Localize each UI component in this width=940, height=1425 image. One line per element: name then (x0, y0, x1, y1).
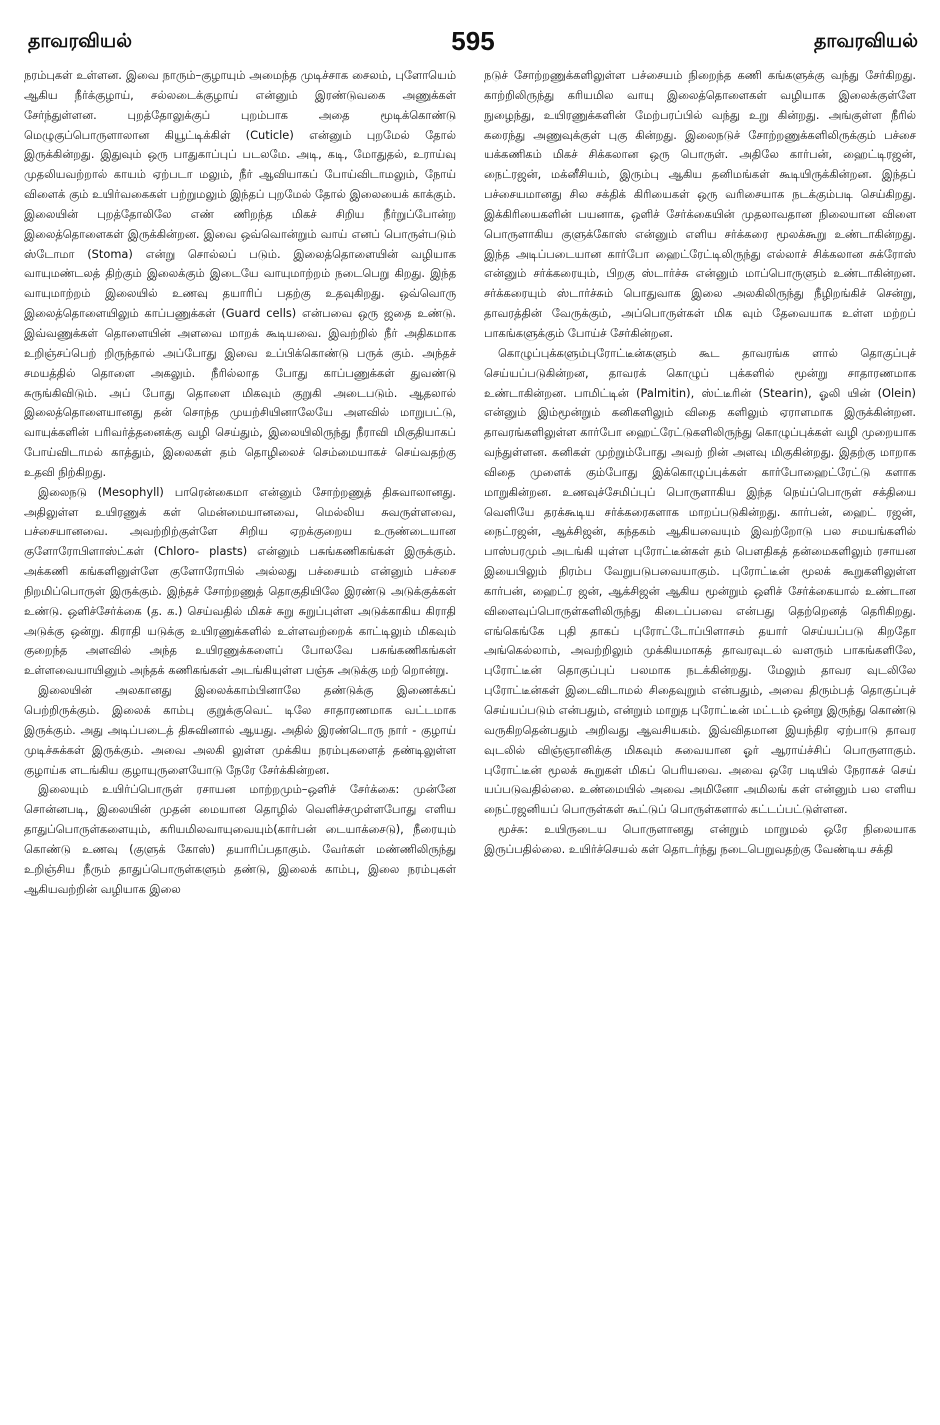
paragraph: இலைநடு (Mesophyll) பாரென்கைமா என்னும் சோற்றணுத் திசுவாலானது. அதிலுள்ள உயிரணுக் கள் மென்மையானவை, மெல்லிய சுவருள்ளவை, பச்சையானவை. அவற்றிற்குள்ளே சிறிய ஏறக்குறைய உருண்டையான குளோரோபிளாஸ்ட்கள் (Chloro- plasts) என்னும் பசுங்கணிகங்கள் இருக்கும். அக்கணி கங்களினுள்ளே குளோரோபில் அல்லது பச்சையம் என்னும் பச்சை நிறமிப்பொருள் இருக்கும். இந்தச் சோற்றணுத் தொகுதியிலே இரண்டு அடுக்குக்கள் உண்டு. ஒளிச்சேர்க்கை (த. க.) செய்வதில் மிகச் சுறு சுறுப்புள்ள அடுக்காகிய கிராதி அடுக்கு ஒன்று. கிராதி யடுக்கு உயிரணுக்களில் உள்ளவற்றைக் காட்டிலும் மிகவும் குறைந்த அளவில் அந்த உயிரணுக்களைப் போலவே பசுங்கணிகங்கள் உள்ளவையாயினும் அந்தக் கணிகங்கள் அடங்கியுள்ள பஞ்சு அடுக்கு மற் றொன்று. (24, 484, 456, 678)
paragraph: இலையும் உயிர்ப்பொருள் ரசாயன மாற்றமும்–ஒளிச் சேர்க்கை: முன்னே சொன்னபடி, இலையின் முதன் மையான தொழில் வெளிச்சமுள்ளபோது எளிய தாதுப்பொருள்களையும், கரியமிலவாயுவையும்(கார்பன் டையாக்சைடு), நீரையும் கொண்டு உணவு (குளுக் கோஸ்) தயாரிப்பதாகும். வேர்கள் மண்ணிலிருந்து உறிஞ்சிய நீரும் தாதுப்பொருள்களும் தண்டு, இலைக் காம்பு, இலை நரம்புகள் ஆகியவற்றின் வழியாக இலை (24, 782, 456, 896)
paragraph: கொழுப்புக்களும்புரோட்டீன்களும் கூட தாவரங்க ளால் தொகுப்புச் செய்யப்படுகின்றன, தாவரக் கொழுப் புக்களில் மூன்று சாதாரணமாக உண்டாகின்றன. பாமிட்டின் (Palmitin), ஸ்ட்டீரின் (Stearin), ஓலி யின் (Olein) என்னும் இம்மூன்றும் கனிகளிலும் விதை களிலும் ஏராளமாக இருக்கின்றன. தாவரங்களிலுள்ள கார்போ ஹைட்ரேட்டுகளிலிருந்து கொழுப்புக்கள் வழி முறையாக வந்துள்ளன. கனிகள் முற்றும்போது அவற் றின் அளவு மிகுகின்றது. இதற்கு மாறாக விதை முளைக் கும்போது இக்கொழுப்புக்கள் கார்போஹைட்ரேட்டு களாக மாறுகின்றன. உணவுச்சேமிப்புப் பொருளாகிய இந்த நெய்ப்பொருள் சக்தியை வெளியே தரக்கூடிய சர்க்கரைகளாக மாறப்படுகின்றது. கார்பன், ஹைட் ரஜன், நைட்ரஜன், ஆக்சிஜன், கந்தகம் ஆகியவையும் இவற்றோடு பல சமயங்களில் பாஸ்பரமும் அடங்கி யுள்ள புரோட்டீன்கள் தம் பௌதிகத் தன்மைகளிலும் ரசாயன இயைபிலும் நிரம்ப வேறுபடுபவையாகும். புரோட்டீன் மூலக் கூறுகளிலுள்ள கார்பன், ஹைட்ர ஜன், ஆக்சிஜன் ஆகிய மூன்றும் ஒளிச் சேர்க்கையால் உண்டான விளைவுப்பொருள்களிலிருந்து கிடைப்பவை என்பது தெற்றெனத் தெரிகிறது. எங்கெங்கே புதி தாகப் புரோட்டோப்பிளாசம் தயார் செய்யப்படு கிறதோ அங்கெல்லாம், அவற்றிலும் முக்கியமாகத் தாவரவுடல் வளரும் பாகங்களிலே, புரோட்டீன் தொகுப்புப் பலமாக நடக்கின்றது. மேலும் தாவர வுடலிலே புரோட்டீன்கள் இடைவிடாமல் சிதைவுறும் என்பதும், அவை திரும்பத் தொகுப்புச் செய்யப்படும் என்பதும், என்றும் மாறுத புரோட்டீன் மட்டம் ஒன்று இருந்து கொண்டு வருகிறதென்பதும் அறிவது ஆவசியகம். இவ்விதமான இயந்திர ஏற்பாடு தாவர வுடலில் விஞ்ஞானிக்கு மிகவும் சுவையான ஓர் ஆராய்ச்சிப் பொருளாகும். புரோட்டீன் மூலக் கூறுகள் மிகப் பெரியவை. அவை ஒரே படியில் நேராகச் செய் யப்படுவதில்லை. உண்மையில் அவை அமினோ அமிலங் கள் என்னும் பல எளிய நைட்ரஜனியப் பொருள்கள் கூட்டுப் பொருள்களால் கட்டப்பட்டுள்ளன. (484, 345, 916, 817)
paragraph: நரம்புகள் உள்ளன. இவை நாரும்–குழாயும் அமைந்த முடிச்சாக சைலம், புளோயெம் ஆகிய நீர்க்குழாய், சல்லடைக்குழாய் என்னும் இரண்டுவகை அணுக்கள் சேர்ந்துள்ளன. புறத்தோலுக்குப் புறம்பாக அதை மூடிக்கொண்டு மெழுகுப்பொருளாலான கியூட்டிக்கிள் (Cuticle) என்னும் புறமேல் தோல் இருக்கின்றது. இதுவும் ஒரு பாதுகாப்புப் படலமே. அடி, கடி, மோதுதல், உராய்வு முதலியவற்றால் காயம் ஏற்படா மலும், நீர் ஆவியாகப் போய்விடாமலும், நோய் விளைக் கும் உயிர்வகைகள் பற்றுமலும் இந்தப் புறமேல் தோல் இலையைக் காக்கும். இலையின் புறத்தோலிலே எண் ணிறந்த மிகச் சிறிய நீர்றுப்போன்ற இலைத்தொளைகள் இருக்கின்றன. இவை ஒவ்வொன்றும் வாய் எனப் பொருள்படும் ஸ்டோமா (Stoma) என்று சொல்லப் படும். இலைத்தொளையின் வழியாக வாயுமண்டலத் திற்கும் இலைக்கும் இடையே வாயுமாற்றம் நடைபெறு கிறது. இந்த வாயுமாற்றம் இலையில் உணவு தயாரிப் பதற்கு உதவுகிறது. ஒவ்வொரு இலைத்தொளையிலும் காப்பணுக்கள் (Guard cells) என்பவை ஒரு ஜதை உண்டு. இவ்வணுக்கள் தொளையின் அளவை மாறக் கூடியவை. இவற்றில் நீர் அதிகமாக உறிஞ்சப்பெற் றிருந்தால் அப்போது இவை உப்பிக்கொண்டு பருக் கும். அந்தச் சமயத்தில் தொளை அகலும். நீரில்லாத போது காப்பணுக்கள் துவண்டு சுருங்கிவிடும். அப் போது தொளை மிகவும் குறுகி அடைபடும். ஆதலால் இலைத்தொளையானது தன் சொந்த முயற்சியினாலேயே அளவில் மாறுபட்டு, வாயுக்களின் பரிவர்த்தனைக்கு வழி செய்தும், இலையிலிருந்து நீராவி மிகுதியாகப் போய்விடாமல் காத்தும், இலைகள் தம் தொழிலைச் செம்மையாகச் செய்வதற்கு உதவி நிற்கிறது. (24, 68, 456, 479)
paragraph: நடுச் சோற்றணுக்களிலுள்ள பச்சையம் நிறைந்த கணி கங்களுக்கு வந்து சேர்கிறது. காற்றிலிருந்து கரியமில வாயு இலைத்தொளைகள் வழியாக இலைக்குள்ளே நுழைந்து, உயிரணுக்களின் மேற்பரப்பில் வந்து உறு கின்றது. அங்குள்ள நீரில் கரைந்து அணுவுக்குள் புகு கின்றது. இலைநடுச் சோற்றணுக்களிலிருக்கும் பச்சை யக்கணிகம் மிகச் சிக்கலான ஒரு பொருள். அதிலே கார்பன், ஹைட்டிரஜன், நைட்ரஜன், மக்னீசியம், இரும்பு ஆகிய தனிமங்கள் கூடியிருக்கின்றன. இந்தப் பச்சையமானது சில சக்திக் கிரியைகள் ஒரு வரிசையாக நடக்கும்படி செய்கிறது. இக்கிரியைகளின் பயனாக, ஒளிச் சேர்க்கையின் முதலாவதான நிலையான விளை பொருளாகிய குளுக்கோஸ் என்னும் எளிய சர்க்கரை மூலக்கூறு உண்டாகின்றது. இந்த அடிப்படையான கார்போ ஹைட்ரேட்டிலிருந்து எல்லாச் சிக்கலான சுக்ரோஸ் என்னும் சர்க்கரையும், பிறகு ஸ்டார்ச்சு என்னும் மாப்பொருளும் உண்டாகின்றன. சர்க்கரையும் ஸ்டார்ச்சும் பொதுவாக இலை அலகிலிருந்து நீழிறங்கிச் சென்று, தாவரத்தின் வேருக்கும், அப்பொருள்கள் மிக வும் தேவையாக உள்ள மற்றப் பாகங்களுக்கும் போய்ச் சேர்கின்றன. (484, 68, 916, 340)
paragraph: இலையின் அலகானது இலைக்காம்பினாலே தண்டுக்கு இணைக்கப் பெற்றிருக்கும். இலைக் காம்பு குறுக்குவெட் டிலே சாதாரணமாக வட்டமாக இருக்கும். அது அடிப்படைத் திசுவினால் ஆயது. அதில் இரண்டொரு நார் - குழாய் முடிச்சுக்கள் இருக்கும். அவை அலகி லுள்ள முக்கிய நரம்புகளைத் தண்டிலுள்ள குழாய்க ளடங்கிய குழாயுருளையோடு நேரே சேர்க்கின்றன. (24, 683, 456, 777)
paragraph: மூச்சு: உயிருடைய பொருளானது என்றும் மாறுமல் ஒரே நிலையாக இருப்பதில்லை. உயிர்ச்செயல் கள் தொடர்ந்து நடைபெறுவதற்கு வேண்டிய சக்தி (484, 822, 916, 856)
running-head-right: தாவரவியல் (814, 30, 918, 52)
page-header (28, 26, 918, 60)
right-column (484, 66, 916, 1411)
page-number: 595 (451, 26, 495, 56)
running-head-left: தாவரவியல் (28, 30, 132, 52)
left-column (24, 66, 456, 1411)
